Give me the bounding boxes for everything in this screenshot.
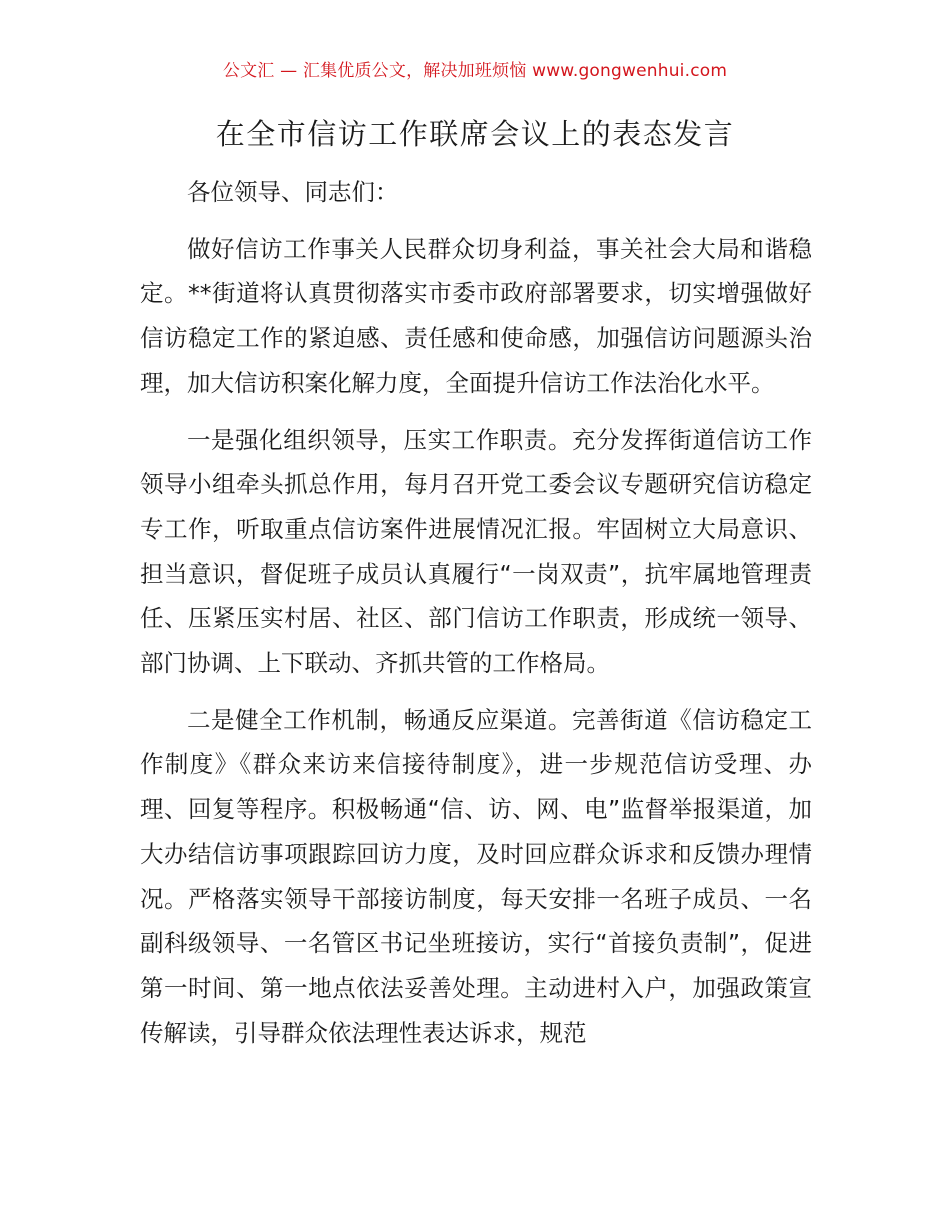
document-title: 在全市信访工作联席会议上的表态发言 [215, 117, 735, 151]
header-banner: 公文汇 — 汇集优质公文，解决加班烦恼 www.gongwenhui.com [222, 61, 728, 81]
paragraph-intro: 做好信访工作事关人民群众切身利益，事关社会大局和谐稳定。**街道将认真贯彻落实市委市政府部署要求，切实增强做好信访稳定工作的紧迫感、责任感和使命感，加强信访问题源头治理，加大信访积案化解力度，全面提升信访工作法治化水平。 [140, 234, 812, 397]
document-body [140, 170, 812, 1055]
salutation: 各位领导、同志们： [187, 178, 399, 206]
paragraph-point-two: 二是健全工作机制，畅通反应渠道。完善街道《信访稳定工作制度》《群众来访来信接待制度》，进一步规范信访受理、办理、回复等程序。积极畅通“信、访、网、电”监督举报渠道，加大办结信访事项跟踪回访力度，及时回应群众诉求和反馈办理情况。严格落实领导干部接访制度，每天安排一名班子成员、一名副科级领导、一名管区书记坐班接访，实行“首接负责制”，促进第一时间、第一地点依法妥善处理。主动进村入户，加强政策宣传解读，引导群众依法理性表达诉求，规范 [140, 705, 812, 1047]
paragraph-point-one: 一是强化组织领导，压实工作职责。充分发挥街道信访工作领导小组牵头抓总作用，每月召开党工委会议专题研究信访稳定专工作，听取重点信访案件进展情况汇报。牢固树立大局意识、担当意识，督促班子成员认真履行“一岗双责”，抗牢属地管理责任、压紧压实村居、社区、部门信访工作职责，形成统一领导、部门协调、上下联动、齐抓共管的工作格局。 [140, 425, 812, 678]
